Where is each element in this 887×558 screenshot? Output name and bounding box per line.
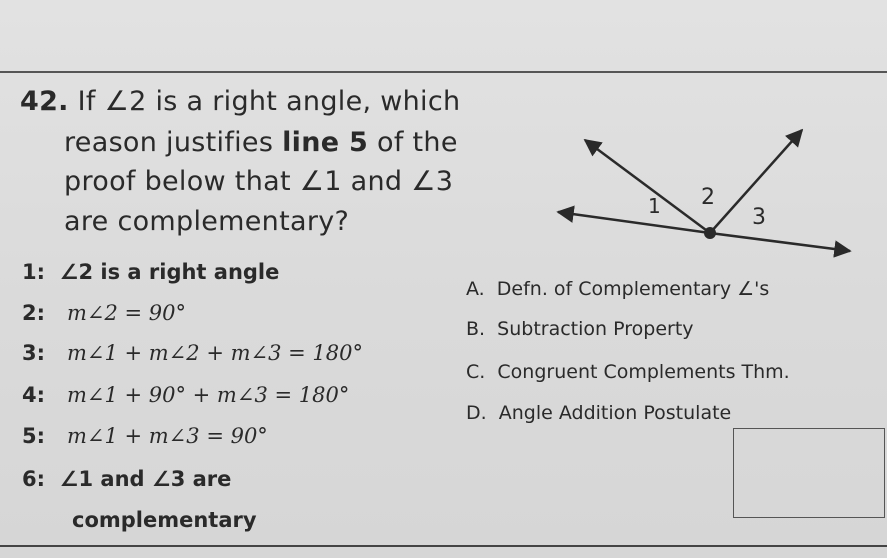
angle-label-2: 2 bbox=[701, 185, 715, 210]
question-line-2: reason justifies line 5 of the bbox=[64, 127, 458, 158]
question-number: 42. bbox=[20, 86, 69, 117]
choice-a[interactable]: A. Defn. of Complementary ∠'s bbox=[466, 278, 770, 300]
question-line-4: are complementary? bbox=[64, 206, 350, 237]
proof-step-5: 5: m∠1 + m∠3 = 90° bbox=[22, 424, 268, 448]
choice-b[interactable]: B. Subtraction Property bbox=[466, 318, 694, 340]
proof-step-3: 3: m∠1 + m∠2 + m∠3 = 180° bbox=[22, 341, 363, 365]
ray-right bbox=[710, 233, 850, 251]
angle-label-3: 3 bbox=[752, 205, 766, 230]
proof-step-6: 6: ∠1 and ∠3 are bbox=[22, 467, 232, 491]
question-line-3: proof below that ∠1 and ∠3 bbox=[64, 166, 454, 197]
top-divider bbox=[0, 71, 887, 73]
choice-c[interactable]: C. Congruent Complements Thm. bbox=[466, 361, 790, 383]
proof-step-1: 1: ∠2 is a right angle bbox=[22, 260, 280, 284]
vertex-point bbox=[704, 227, 716, 239]
bottom-divider bbox=[0, 545, 887, 547]
proof-step-4: 4: m∠1 + 90° + m∠3 = 180° bbox=[22, 383, 350, 407]
proof-step-2: 2: m∠2 = 90° bbox=[22, 301, 186, 325]
angle-diagram bbox=[540, 118, 870, 268]
angle-label-1: 1 bbox=[648, 194, 661, 218]
choice-d[interactable]: D. Angle Addition Postulate bbox=[466, 402, 732, 424]
question-line-1: 42. If ∠2 is a right angle, which bbox=[20, 86, 461, 117]
proof-step-6-continued: complementary bbox=[72, 508, 257, 532]
answer-box[interactable] bbox=[733, 428, 885, 518]
